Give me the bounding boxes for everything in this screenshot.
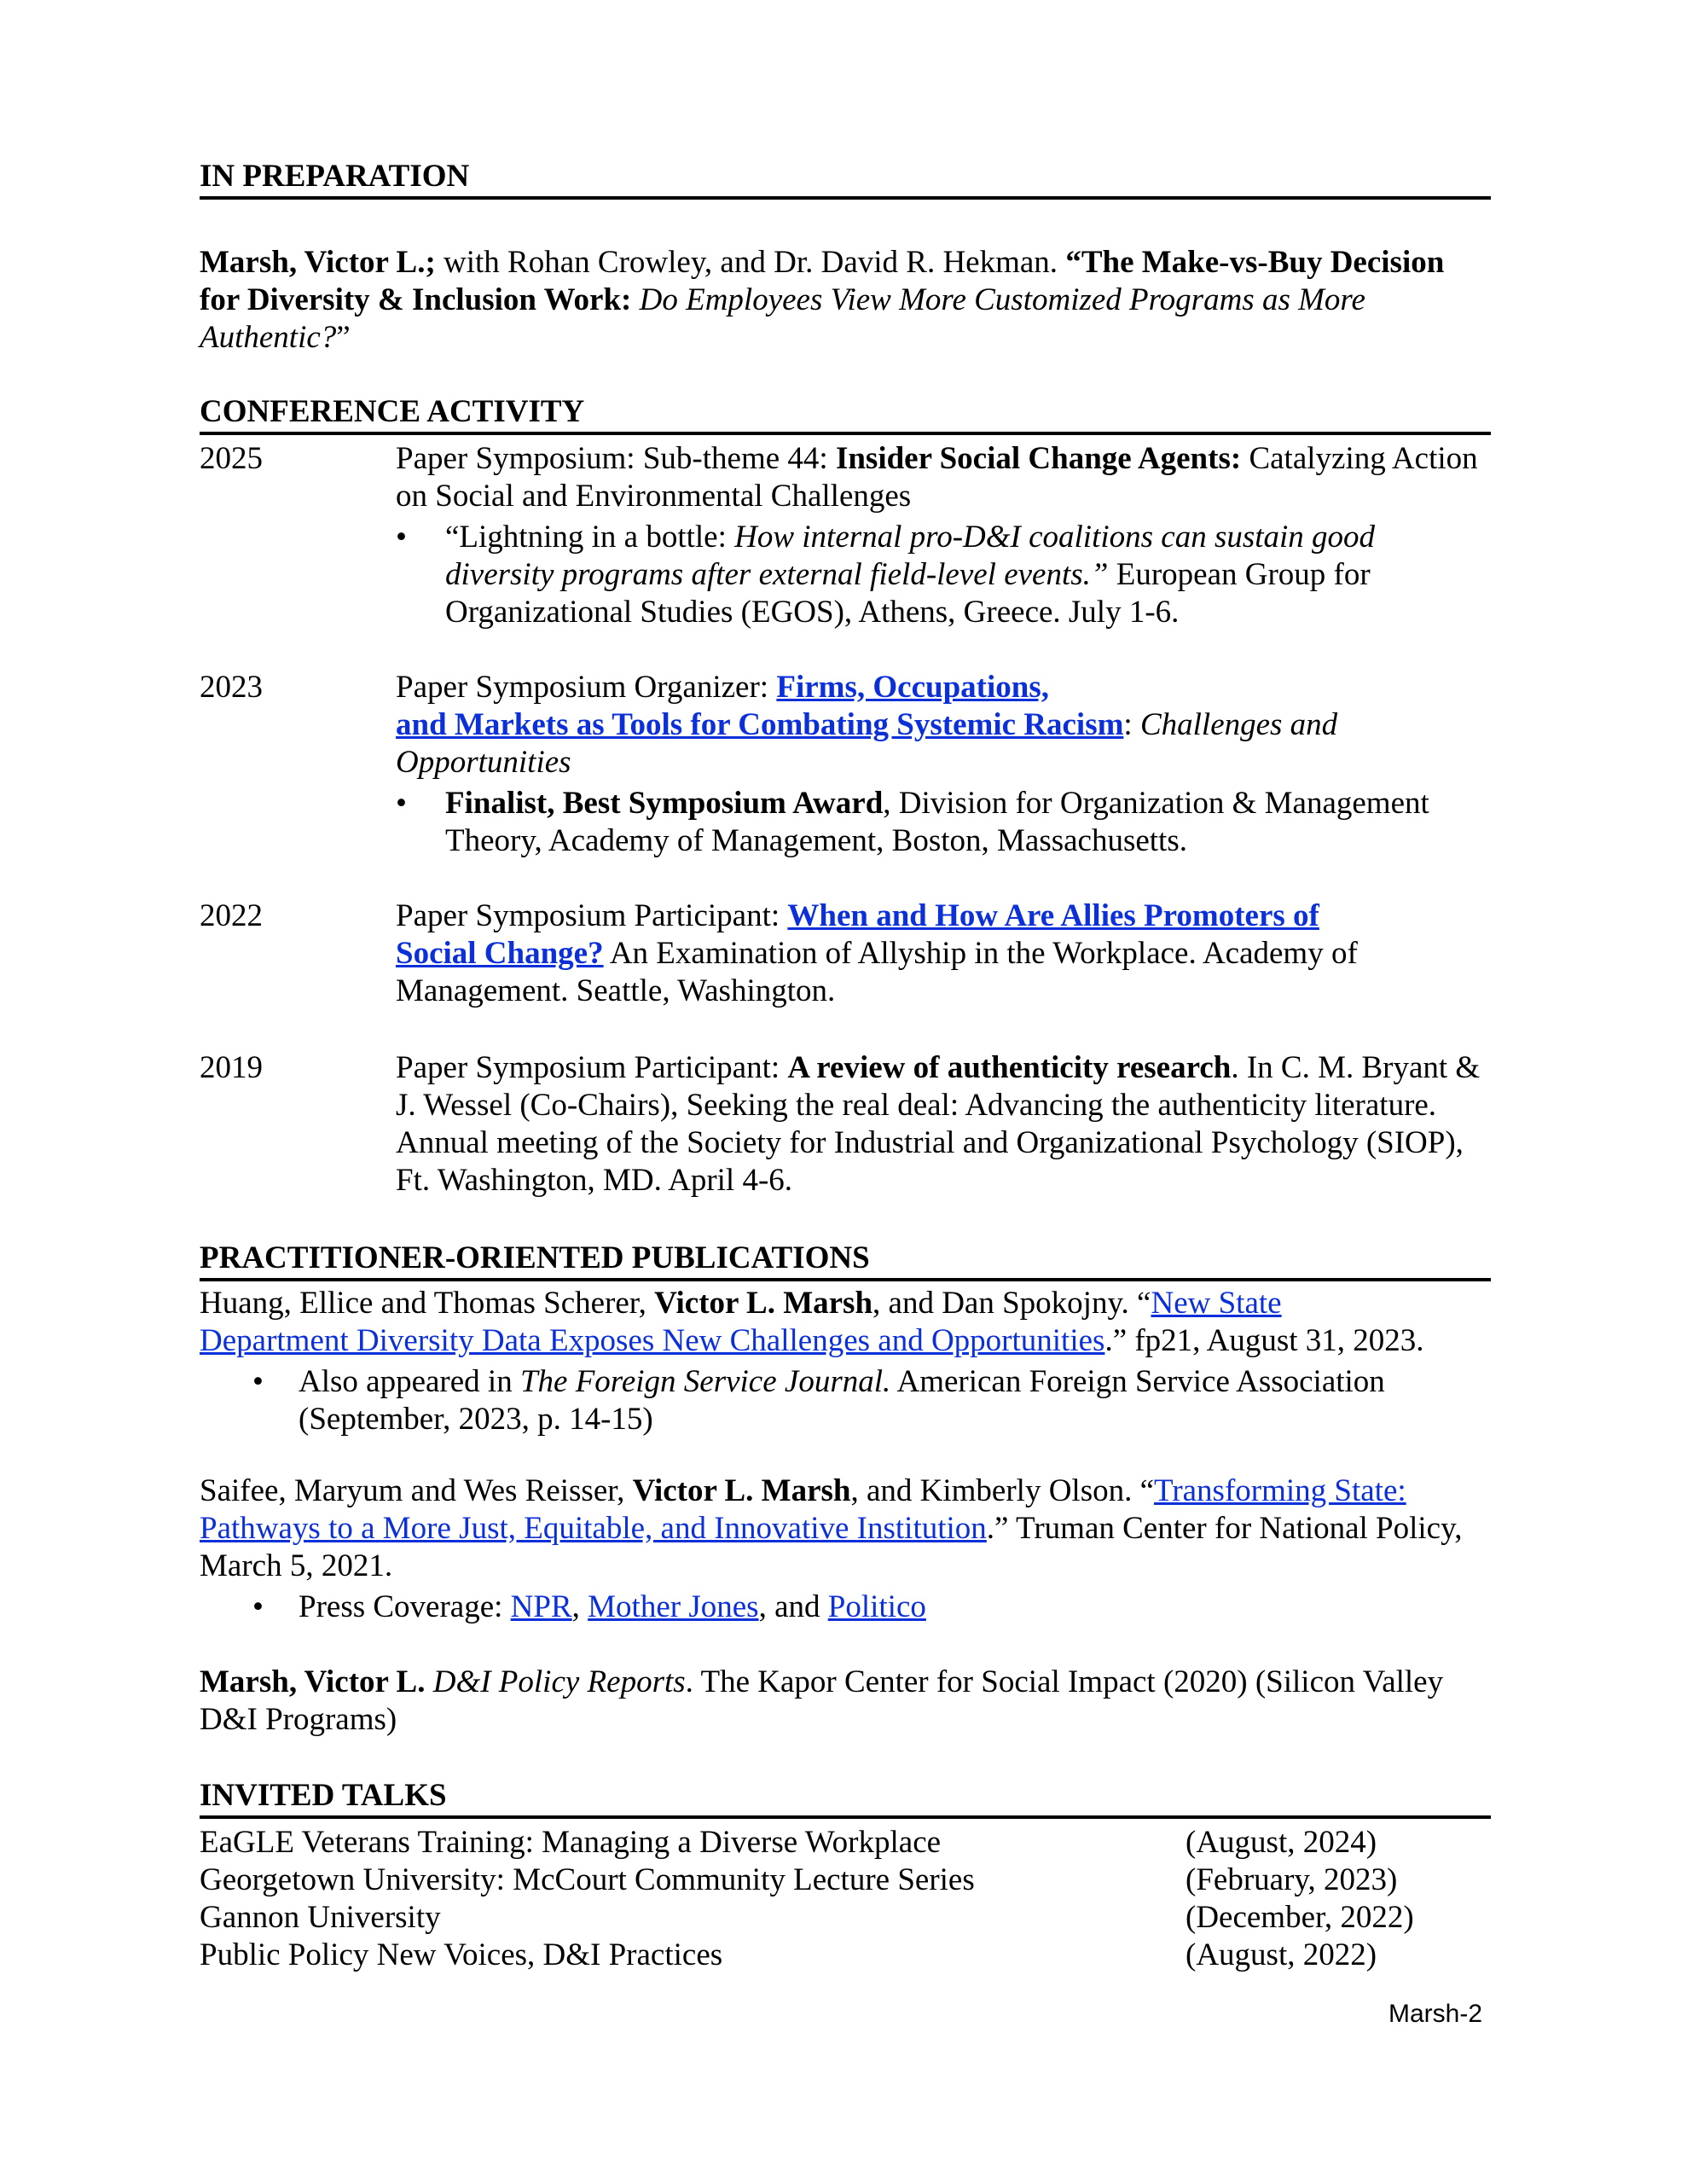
conference-year: 2022	[200, 898, 263, 933]
bullet-text: Also appeared in	[299, 1364, 520, 1399]
author-name: Victor L. Marsh	[632, 1473, 851, 1508]
talk-row	[200, 1937, 1491, 1974]
symposium-subtitle: . In C. M. Bryant & J. Wessel (Co-Chairs), Seeking the real deal: Advancing the authenticity literature. Annual meeting of the Society for Industrial and Organizational Psychology (SIOP), Ft. Washington, MD. April 4-6.	[396, 1050, 1481, 1198]
conference-bullet	[396, 785, 1491, 860]
conference-details	[396, 897, 1491, 1010]
authors: Huang, Ellice and Thomas Scherer,	[200, 1286, 655, 1321]
conference-year: 2019	[200, 1050, 263, 1085]
conference-line	[396, 669, 1491, 781]
conference-details	[396, 440, 1491, 631]
publication-entry	[200, 1472, 1491, 1626]
heading-invited-talks: INVITED TALKS	[200, 1778, 1491, 1819]
separator	[425, 1664, 432, 1699]
publication-entry	[200, 1664, 1491, 1739]
conference-line	[396, 897, 1491, 1010]
conference-details	[396, 669, 1491, 860]
publication-link[interactable]: New State	[1151, 1286, 1282, 1321]
coauthors: with Rohan Crowley, and Dr. David R. Hekman.	[435, 245, 1066, 280]
paper-subtitle: Do Employees View More Customized Programs as More Authentic?	[200, 282, 1365, 355]
press-link-npr[interactable]: NPR	[510, 1589, 572, 1624]
talk-date: (August, 2024)	[1186, 1825, 1377, 1860]
talk-row	[200, 1899, 1491, 1937]
symposium-subtitle: Challenges and Opportunities	[396, 707, 1338, 780]
close-quote: ”	[336, 320, 351, 355]
bullet-text: American Foreign Service Association (September, 2023, p. 14-15)	[299, 1364, 1385, 1437]
author-name: Marsh, Victor L.;	[200, 245, 436, 280]
conference-line	[396, 440, 1491, 515]
authors: Saifee, Maryum and Wes Reisser,	[200, 1473, 633, 1508]
talk-date: (December, 2022)	[1186, 1900, 1414, 1935]
talk-name: Gannon University	[200, 1900, 441, 1935]
page-footer: Marsh-2	[1388, 2000, 1483, 2028]
talk-date: (August, 2022)	[1186, 1937, 1377, 1972]
report-title: D&I Policy Reports	[432, 1664, 686, 1699]
publication-bullet	[200, 1363, 1491, 1438]
authors: , and Kimberly Olson. “	[850, 1473, 1155, 1508]
heading-publications: PRACTITIONER-ORIENTED PUBLICATIONS	[200, 1240, 1491, 1281]
symposium-title: A review of authenticity research	[787, 1050, 1232, 1085]
symposium-link[interactable]: When and How Are Allies Promoters of	[787, 898, 1319, 933]
award-name: Finalist, Best Symposium Award	[445, 786, 884, 821]
authors: , and Dan Spokojny. “	[872, 1286, 1151, 1321]
in-preparation-entry	[200, 244, 1491, 357]
symposium-link[interactable]: Social Change?	[396, 936, 604, 971]
heading-in-preparation: IN PREPARATION	[200, 159, 1491, 200]
publication-link[interactable]: Pathways to a More Just, Equitable, and Innovative Institution	[200, 1511, 987, 1546]
publication-source: . The Kapor Center for Social Impact (2020) (Silicon Valley D&I Programs)	[200, 1664, 1444, 1737]
conference-line	[396, 1049, 1491, 1199]
paper-title: The Make-vs-Buy Decision for Diversity & Inclusion Work:	[200, 245, 1445, 317]
conference-bullet	[396, 519, 1491, 631]
conference-role: Paper Symposium: Sub-theme 44:	[396, 441, 836, 476]
heading-conference-activity: CONFERENCE ACTIVITY	[200, 394, 1491, 435]
publication-citation	[200, 1472, 1491, 1585]
author-name: Victor L. Marsh	[654, 1286, 873, 1321]
bullet-text: Press Coverage:	[299, 1589, 511, 1624]
talk-row	[200, 1824, 1491, 1862]
symposium-title: Insider Social Change Agents:	[835, 441, 1242, 476]
talk-venue: European Group for Organizational Studies (EGOS), Athens, Greece. July 1-6.	[445, 557, 1371, 630]
press-link-mother-jones[interactable]: Mother Jones	[588, 1589, 759, 1624]
talk-title: “Lightning in a bottle:	[445, 520, 735, 555]
separator: , and	[758, 1589, 828, 1624]
publication-link[interactable]: Transforming State:	[1154, 1473, 1406, 1508]
symposium-subtitle: An Examination of Allyship in the Workplace. Academy of Management. Seattle, Washington.	[396, 936, 1358, 1008]
journal-name: The Foreign Service Journal.	[519, 1364, 891, 1399]
symposium-subtitle: Catalyzing Action on Social and Environmental Challenges	[396, 441, 1478, 514]
colon: :	[1123, 707, 1140, 742]
separator: ,	[571, 1589, 588, 1624]
talk-name: Public Policy New Voices, D&I Practices	[200, 1937, 723, 1972]
conference-year: 2025	[200, 441, 263, 476]
publication-link[interactable]: Department Diversity Data Exposes New Challenges and Opportunities	[200, 1323, 1105, 1358]
title-open-quote: “	[1065, 245, 1081, 280]
conference-role: Paper Symposium Participant:	[396, 1050, 788, 1085]
conference-role: Paper Symposium Participant:	[396, 898, 788, 933]
publication-source: .” Truman Center for National Policy, March 5, 2021.	[200, 1511, 1463, 1583]
publication-entry	[200, 1285, 1491, 1438]
talk-date: (February, 2023)	[1186, 1862, 1398, 1897]
author-name: Marsh, Victor L.	[200, 1664, 426, 1699]
talk-row	[200, 1862, 1491, 1899]
publication-bullet	[200, 1589, 1491, 1626]
press-link-politico[interactable]: Politico	[827, 1589, 926, 1624]
symposium-link[interactable]: and Markets as Tools for Combating Systemic Racism	[396, 707, 1124, 742]
conference-role: Paper Symposium Organizer:	[396, 670, 777, 705]
symposium-link[interactable]: Firms, Occupations,	[776, 670, 1049, 705]
talk-name: Georgetown University: McCourt Community Lecture Series	[200, 1862, 975, 1897]
talk-name: EaGLE Veterans Training: Managing a Diverse Workplace	[200, 1825, 942, 1860]
publication-source: .” fp21, August 31, 2023.	[1104, 1323, 1424, 1358]
conference-year: 2023	[200, 670, 263, 705]
publication-citation	[200, 1285, 1491, 1360]
talk-subtitle: How internal pro-D&I coalitions can sustain good diversity programs after external field-level events.”	[445, 520, 1376, 592]
award-details: , Division for Organization & Management Theory, Academy of Management, Boston, Massachusetts.	[445, 786, 1429, 858]
conference-details	[396, 1049, 1491, 1199]
